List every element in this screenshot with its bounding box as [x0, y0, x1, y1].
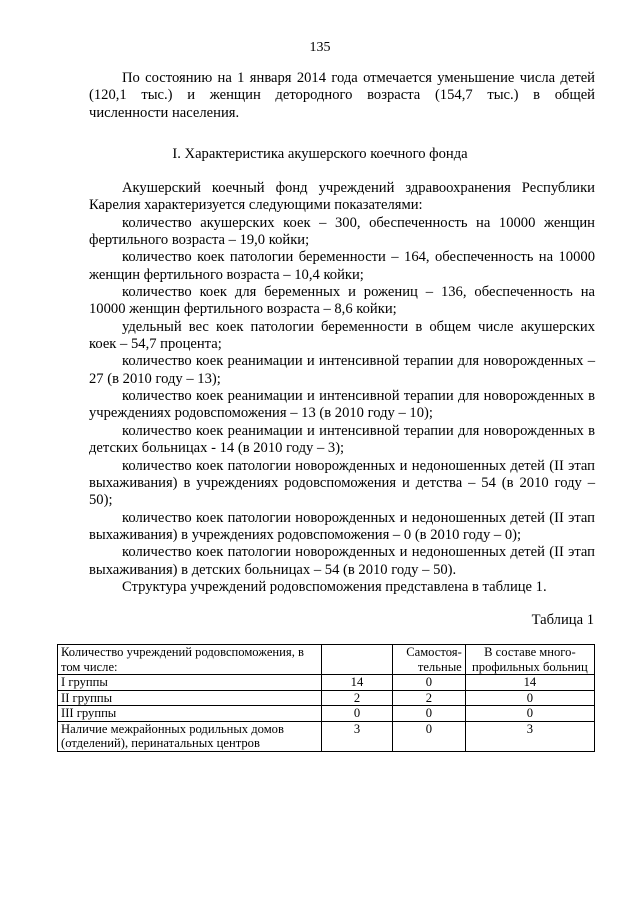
page-number: 135: [309, 40, 331, 55]
table-cell: 14: [465, 675, 594, 691]
table-header-row: [58, 645, 595, 675]
body-paragraph: количество коек реанимации и интенсивной терапии для новорожденных в учреждениях родовспоможения – 13 (в 2010 году – 10);: [89, 388, 595, 422]
table-cell: 0: [465, 690, 594, 706]
table-caption: Таблица 1: [531, 612, 594, 628]
table-cell: 3: [465, 721, 594, 751]
table-cell: 2: [321, 690, 392, 706]
table-header-cell: Количество учреждений родовспоможения, в том числе:: [58, 645, 322, 675]
table-header-cell: В составе много-профильных больниц: [465, 645, 594, 675]
table-header-cell: Самостоя-тельные: [393, 645, 466, 675]
body-paragraph: количество коек реанимации и интенсивной терапии для новорожденных – 27 (в 2010 году – 13);: [89, 353, 595, 387]
table-cell: 2: [393, 690, 466, 706]
body-paragraph: удельный вес коек патологии беременности в общем числе акушерских коек – 54,7 процента;: [89, 318, 595, 353]
table-cell: 3: [321, 721, 392, 751]
table-cell: Наличие межрайонных родильных домов (отделений), перинатальных центров: [58, 721, 322, 751]
table-cell: 0: [321, 706, 392, 722]
body-text: [89, 180, 595, 596]
intro-paragraph: [89, 70, 595, 122]
institutions-table: [57, 644, 595, 752]
body-paragraph: Акушерский коечный фонд учреждений здравоохранения Республики Карелия характеризуется следующими показателями:: [89, 180, 595, 214]
table-row: [58, 721, 595, 751]
body-paragraph: количество акушерских коек – 300, обеспеченность на 10000 женщин фертильного возраста – 19,0 койки;: [89, 214, 595, 249]
intro-line-2: (120,1 тыс.) и женщин детородного возраста (154,7 тыс.) в общей: [89, 87, 595, 104]
body-paragraph: количество коек реанимации и интенсивной терапии для новорожденных в детских больницах - 14 (в 2010 году – 3);: [89, 422, 595, 457]
body-paragraph: количество коек патологии новорожденных и недоношенных детей (II этап выхаживания) в учреждениях родовспоможения – 0 (в 2010 году – 0);: [89, 509, 595, 543]
table-cell: 0: [393, 721, 466, 751]
table-cell: 14: [321, 675, 392, 691]
table-row: [58, 706, 595, 722]
body-paragraph: количество коек патологии новорожденных и недоношенных детей (II этап выхаживания) в учреждениях родовспоможения и детства – 54 (в 2010 году – 50);: [89, 457, 595, 509]
body-paragraph: количество коек патологии новорожденных и недоношенных детей (II этап выхаживания) в детских больницах – 54 (в 2010 году – 50).: [89, 544, 595, 578]
body-paragraph: количество коек для беременных и рожениц – 136, обеспеченность на 10000 женщин фертильного возраста – 8,6 койки;: [89, 284, 595, 318]
table-cell: I группы: [58, 675, 322, 691]
body-paragraph: Структура учреждений родовспоможения представлена в таблице 1.: [122, 578, 547, 595]
table-cell: 0: [393, 706, 466, 722]
table-row: [58, 690, 595, 706]
table-cell: 0: [393, 675, 466, 691]
body-paragraph: количество коек патологии беременности – 164, обеспеченность на 10000 женщин фертильного возраста – 10,4 койки;: [89, 249, 595, 283]
intro-line-1: По состоянию на 1 января 2014 года отмечается уменьшение числа детей: [122, 70, 595, 86]
table-header-cell: [321, 645, 392, 675]
intro-line-3: численности населения.: [89, 104, 240, 121]
table-cell: III группы: [58, 706, 322, 722]
table-row: [58, 675, 595, 691]
table-cell: 0: [465, 706, 594, 722]
table-cell: II группы: [58, 690, 322, 706]
section-heading: I. Характеристика акушерского коечного фонда: [172, 146, 468, 162]
